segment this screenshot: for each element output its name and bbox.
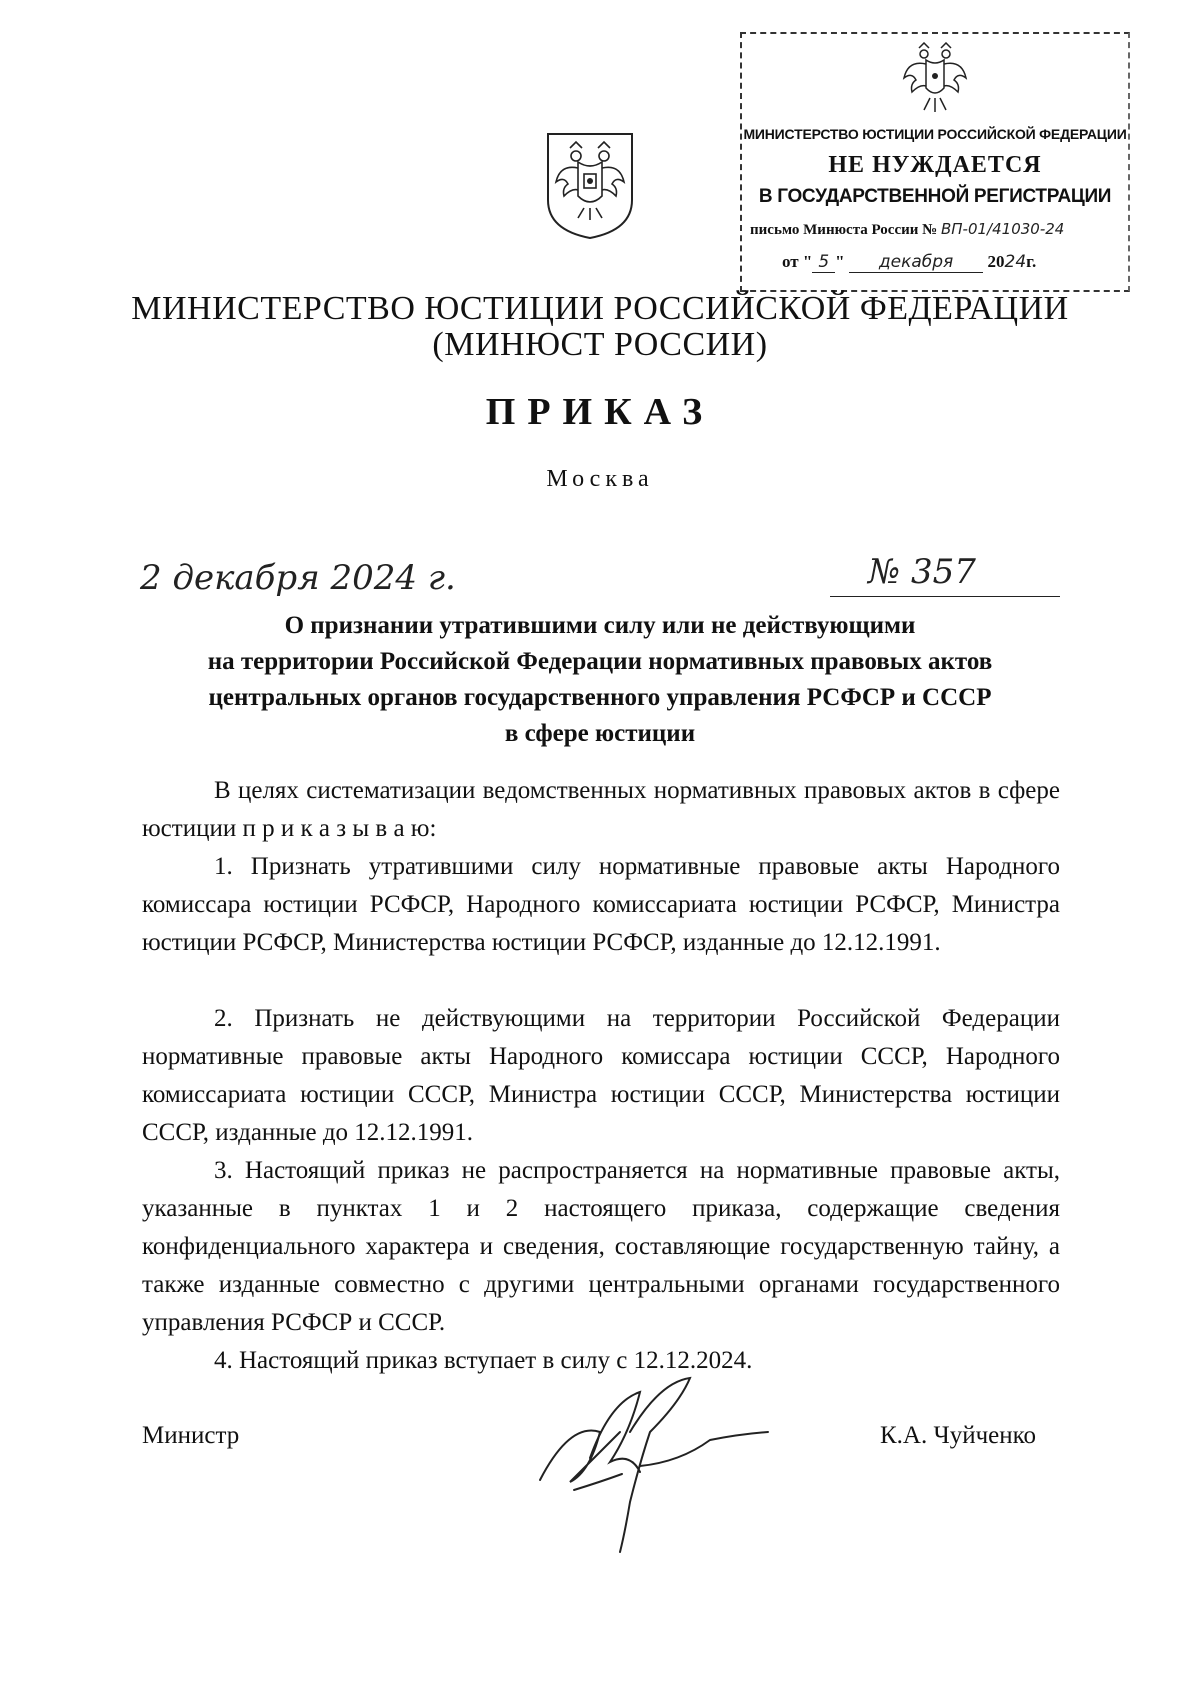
paragraph-3-text: 3. Настоящий приказ не распространяется на нормативные правовые акты, указанные в пунктах 1 и 2 настоящего приказа, содержащие сведения конфиденциального характера и сведения, составляющие государственную тайну, а также изданные совместно с другими центральными органами государственного управления РСФСР и СССР. (142, 1157, 1060, 1336)
stamp-emblem-icon (900, 42, 970, 116)
stamp-registration: В ГОСУДАРСТВЕННОЙ РЕГИСТРАЦИИ (758, 186, 1112, 207)
city: Москва (546, 466, 654, 492)
order-date: 2 декабря 2024 г. (140, 558, 456, 598)
subject-line-3: центральных органов государственного управления РСФСР и СССР (208, 684, 992, 711)
stamp-year-prefix: 20 (987, 252, 1005, 271)
stamp-date-prefix: от " (782, 252, 813, 271)
ministry-short-name: (МИНЮСТ РОССИИ) (432, 326, 768, 363)
paragraph-1 (142, 848, 1060, 962)
stamp-year-end: г. (1026, 252, 1037, 271)
handwritten-signature-icon (530, 1362, 770, 1562)
stamp-not-needed: НЕ НУЖДАЕТСЯ (828, 152, 1042, 178)
paragraph-2-text: 2. Признать не действующими на территории Российской Федерации нормативные правовые акты Народного комиссара юстиции СССР, Народного комиссариата юстиции СССР, Министра юстиции СССР, Министерства юстиции СССР, изданные до 12.12.1991. (142, 1005, 1060, 1146)
ministry-title: МИНИСТЕРСТВО ЮСТИЦИИ РОССИЙСКОЙ ФЕДЕРАЦИИ (131, 290, 1069, 327)
stamp-letter-line (750, 220, 1064, 239)
intro-text: В целях систематизации ведомственных нормативных правовых актов в сфере юстиции п р и к а з ы в а ю: (142, 777, 1060, 842)
registration-stamp (740, 32, 1130, 292)
subject-line-2: на территории Российской Федерации нормативных правовых актов (207, 648, 993, 675)
coat-of-arms-emblem-icon (544, 130, 636, 242)
signer-name: К.А. Чуйченко (880, 1422, 1037, 1449)
document-type-title: ПРИКАЗ (485, 391, 715, 433)
stamp-quote-close: " (835, 252, 845, 271)
stamp-year-suffix: 24 (1004, 252, 1027, 272)
stamp-date-line (782, 252, 1036, 273)
paragraph-3 (142, 1152, 1060, 1342)
stamp-ministry-name: МИНИСТЕРСТВО ЮСТИЦИИ РОССИЙСКОЙ ФЕДЕРАЦИИ (743, 126, 1127, 142)
subject-line-4: в сфере юстиции (504, 720, 696, 747)
paragraph-2 (142, 1000, 1060, 1152)
order-number: № 357 (868, 552, 976, 592)
paragraph-1-text: 1. Признать утратившими силу нормативные правовые акты Народного комиссара юстиции РСФСР, Народного комиссариата юстиции РСФСР, Министра юстиции РСФСР, Министерства юстиции РСФСР, изданные до 12.12.1991. (142, 853, 1060, 956)
stamp-month: декабря (849, 252, 983, 273)
stamp-letter-number: ВП-01/41030-24 (940, 220, 1065, 238)
intro-paragraph (142, 772, 1060, 848)
stamp-day: 5 (812, 252, 835, 273)
signer-position: Министр (142, 1422, 240, 1449)
subject-line-1: О признании утратившими силу или не действующими (284, 612, 916, 639)
stamp-letter-label: письмо Минюста России № (750, 222, 938, 238)
paragraph-4-text: 4. Настоящий приказ вступает в силу с 12.12.2024. (214, 1347, 753, 1374)
